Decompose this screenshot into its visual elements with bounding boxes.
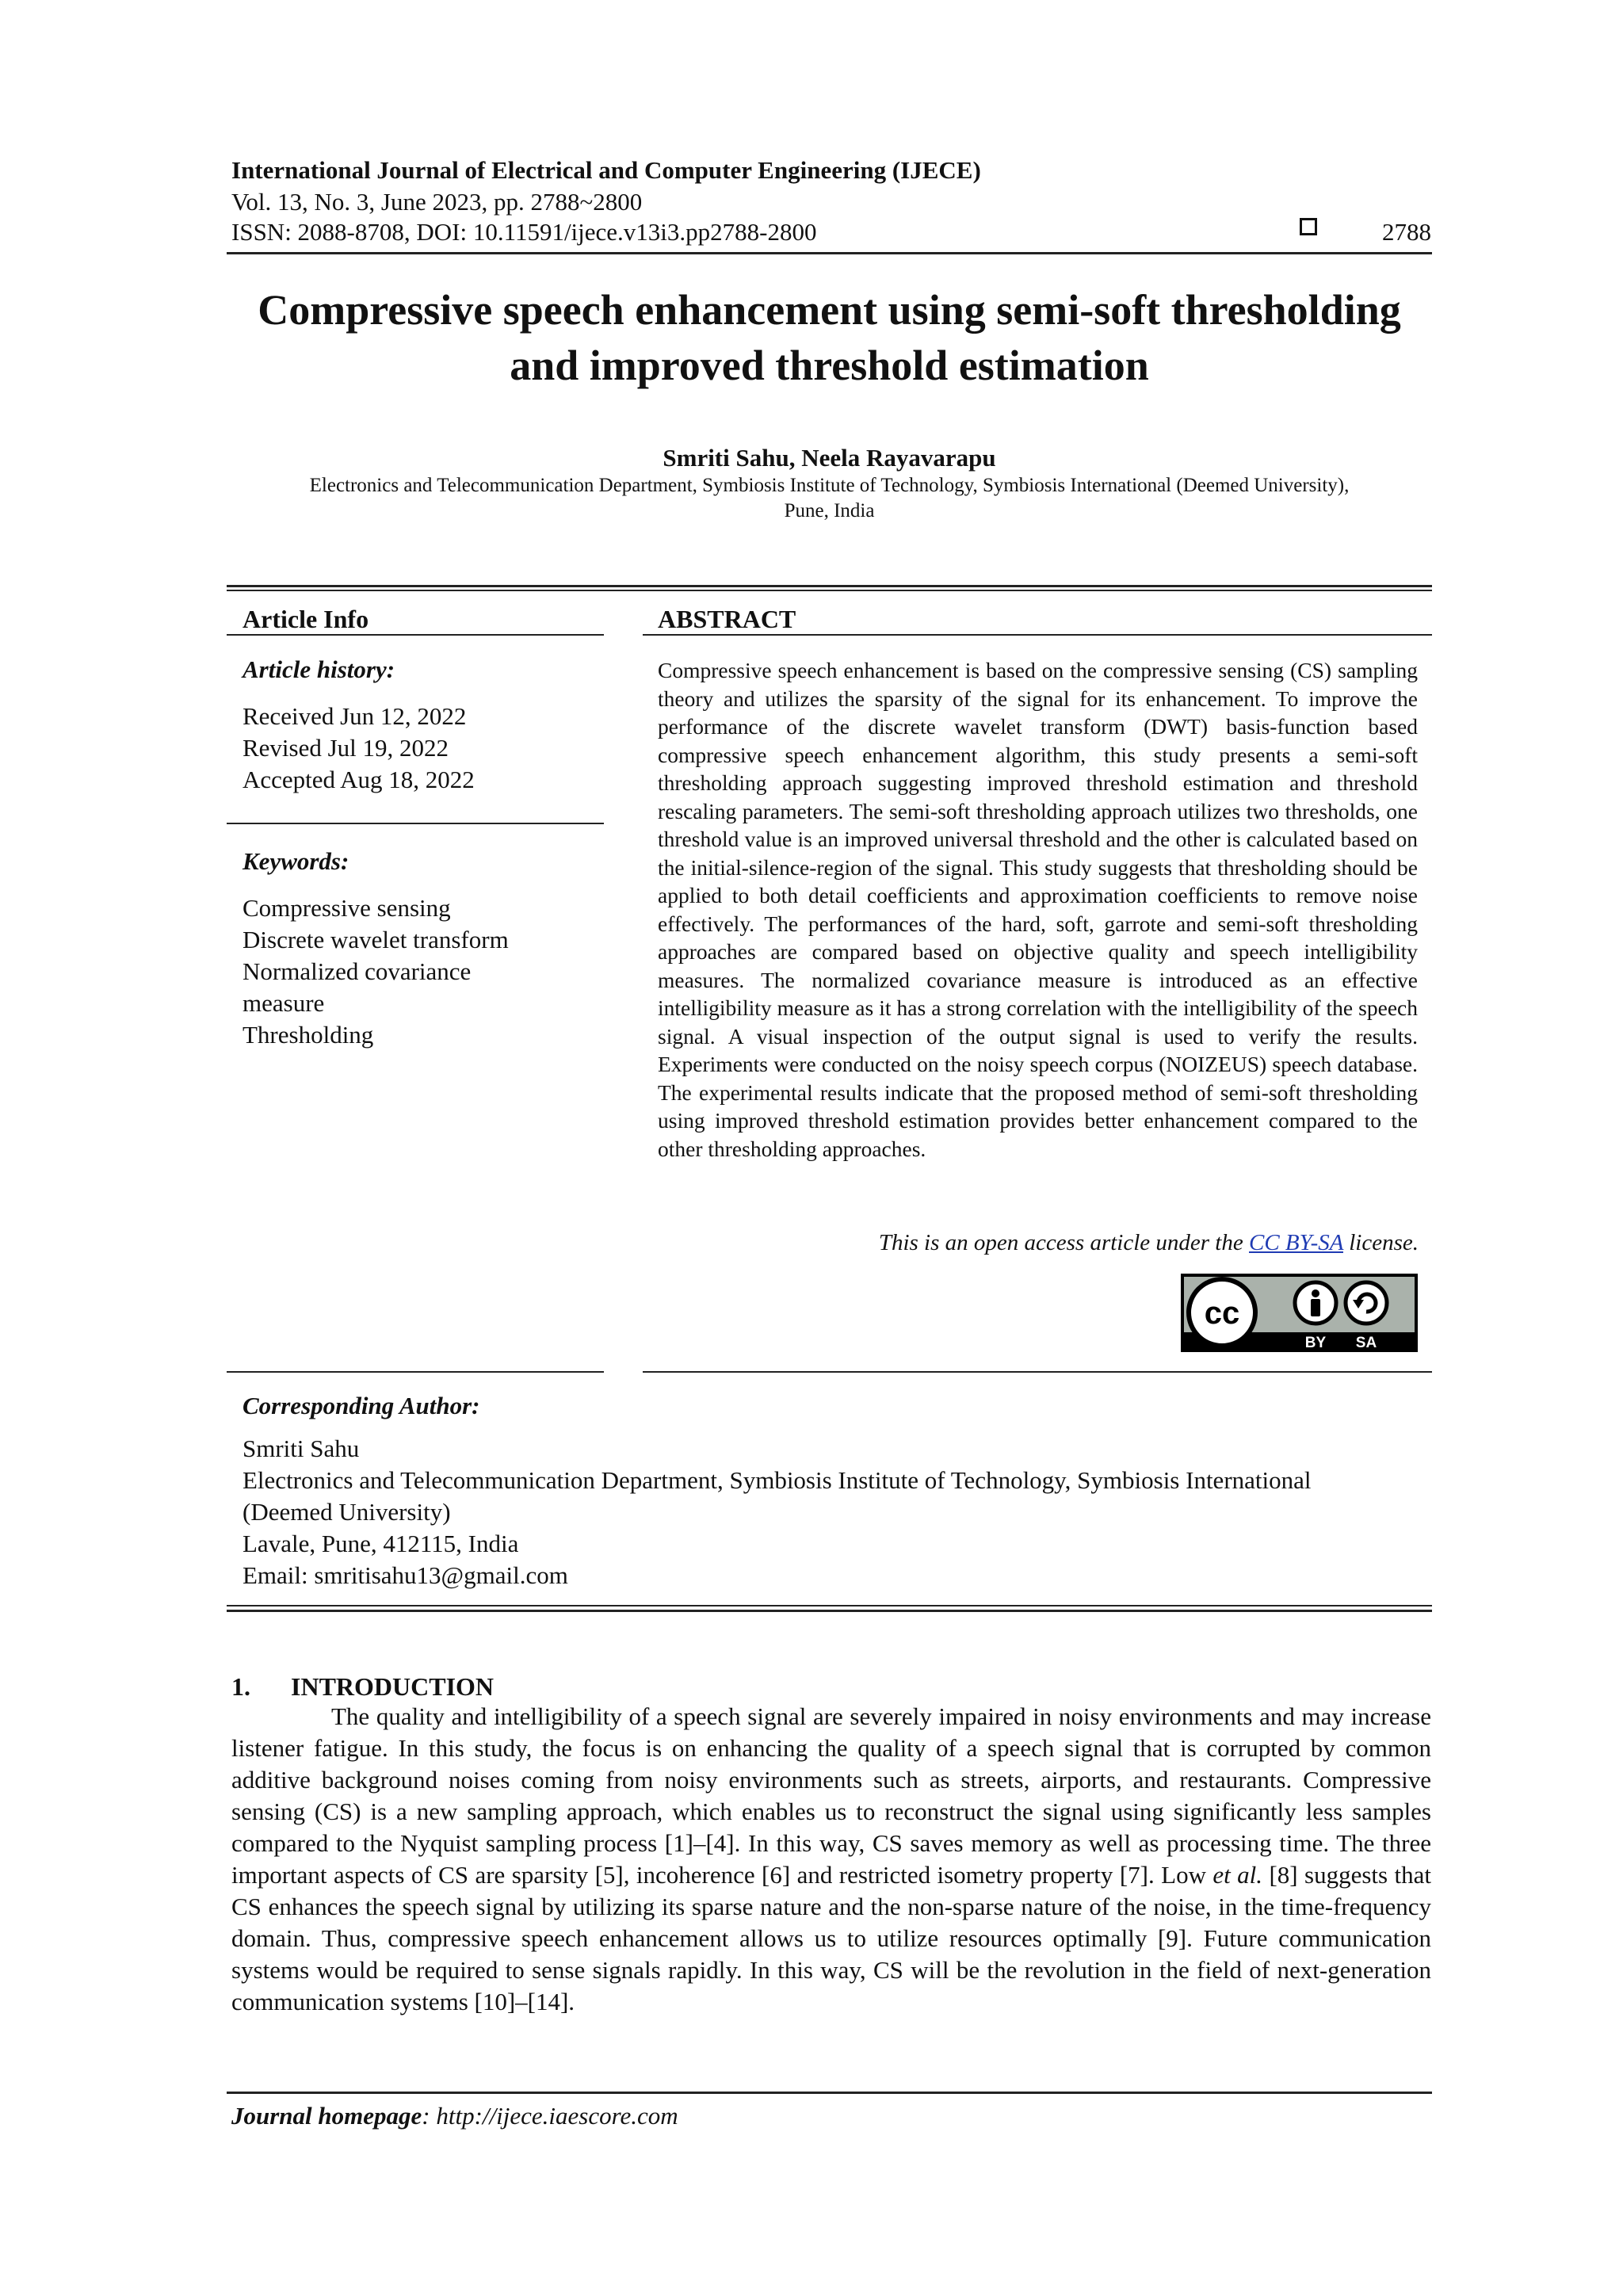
affiliation xyxy=(227,473,1432,524)
paper-title xyxy=(227,282,1432,393)
article-history-heading: Article history: xyxy=(242,655,395,683)
cc-icon: cc xyxy=(1204,1296,1240,1331)
intro-text-italic: et al. xyxy=(1212,1861,1263,1889)
keyword-item: Discrete wavelet transform xyxy=(242,926,509,953)
introduction-heading xyxy=(231,1672,494,1702)
authors: Smriti Sahu, Neela Rayavarapu xyxy=(663,444,996,472)
badge-sa-label: SA xyxy=(1355,1335,1377,1351)
author-name: Smriti Sahu xyxy=(242,1435,360,1462)
history-rule xyxy=(227,823,604,824)
journal-name: International Journal of Electrical and Computer Engineering (IJECE) xyxy=(231,156,981,184)
license-prefix: This is an open access article under the xyxy=(878,1230,1249,1255)
page-number: 2788 xyxy=(1382,218,1431,246)
introduction-paragraph xyxy=(231,1701,1431,2018)
by-person-icon xyxy=(1295,1282,1336,1324)
article-info-heading: Article Info xyxy=(242,605,369,633)
info-box-top-rule-inner xyxy=(227,590,1432,591)
keyword-item: measure xyxy=(242,989,325,1017)
abstract-rule xyxy=(643,634,1432,636)
info-bottom-rule-left xyxy=(227,1371,604,1373)
journal-issn-doi: ISSN: 2088-8708, DOI: 10.11591/ijece.v13i3.pp2788-2800 xyxy=(231,218,817,246)
homepage-label: Journal homepage xyxy=(231,2102,422,2130)
received-date: Received Jun 12, 2022 xyxy=(242,702,467,730)
corresponding-bottom-rule xyxy=(227,1605,1432,1606)
license-link[interactable]: CC BY-SA xyxy=(1249,1230,1343,1255)
author-email: Email: smritisahu13@gmail.com xyxy=(242,1561,568,1589)
accepted-date: Accepted Aug 18, 2022 xyxy=(242,766,475,793)
keyword-item: Compressive sensing xyxy=(242,894,451,922)
corresponding-author-heading: Corresponding Author: xyxy=(242,1392,480,1419)
info-bottom-rule-right xyxy=(643,1371,1432,1373)
journal-volume: Vol. 13, No. 3, June 2023, pp. 2788~2800 xyxy=(231,188,643,216)
license-suffix: license. xyxy=(1342,1230,1419,1255)
keyword-item: Thresholding xyxy=(242,1021,374,1049)
section-title: INTRODUCTION xyxy=(291,1672,495,1701)
license-statement xyxy=(879,1230,1419,1256)
title-line-1: Compressive speech enhancement using semi-soft thresholding xyxy=(258,286,1401,334)
affiliation-line-2: Pune, India xyxy=(784,500,875,521)
cc-by-sa-badge[interactable] xyxy=(1181,1274,1418,1352)
intro-text-part-1: The quality and intelligibility of a speech signal are severely impaired in noisy environments and may increase listener fatigue. In this study, the focus is on enhancing the quality of a speech signal that is corrupted by common additive background noises coming from noisy environments such as streets, airports, and restaurants. Compressive sensing (CS) is a new sampling approach, which enables us to reconstruct the signal using significantly less samples compared to the Nyquist sampling process [1]–[4]. In this way, CS saves memory as well as processing time. The three important aspects of CS are sparsity [5], incoherence [6] and restricted isometry property [7]. Low xyxy=(231,1702,1431,1889)
footer-rule xyxy=(227,2092,1432,2094)
corresponding-bottom-rule-inner xyxy=(227,1610,1432,1612)
header-rule xyxy=(227,252,1432,254)
intro-text-part-2: [8] suggests that CS enhances the speech signal by utilizing its sparse nature and the non-sparse nature of the noise, in the time-frequency domain. Thus, compressive speech enhancement allows us to utilize resources optimally [9]. Future communication systems would be required to sense signals rapidly. In this way, CS will be the revolution in the field of next-generation communication systems [10]–[14]. xyxy=(231,1861,1431,2015)
keywords-heading: Keywords: xyxy=(242,847,349,875)
author-department: Electronics and Telecommunication Department, Symbiosis Institute of Technology, Symbiosis International xyxy=(242,1466,1312,1494)
revised-date: Revised Jul 19, 2022 xyxy=(242,734,449,762)
sa-share-icon xyxy=(1346,1282,1387,1324)
journal-homepage xyxy=(231,2102,678,2130)
badge-by-label: BY xyxy=(1304,1335,1327,1351)
homepage-url[interactable]: : http://ijece.iaescore.com xyxy=(422,2102,678,2130)
corresponding-author-details xyxy=(242,1433,1431,1591)
info-box-top-rule xyxy=(227,585,1432,587)
keyword-item: Normalized covariance xyxy=(242,957,472,985)
article-info-rule xyxy=(227,634,604,636)
checkbox-square-icon xyxy=(1300,218,1317,235)
section-number: 1. xyxy=(231,1672,250,1701)
author-department-cont: (Deemed University) xyxy=(242,1498,451,1526)
affiliation-line-1: Electronics and Telecommunication Department, Symbiosis Institute of Technology, Symbiosis International (Deemed University), xyxy=(309,475,1350,496)
title-line-2: and improved threshold estimation xyxy=(510,342,1149,389)
abstract-text: Compressive speech enhancement is based on the compressive sensing (CS) sampling theory and utilizes the sparsity of the signal for its enhancement. To improve the performance of the discrete wavelet transform (DWT) basis-function based compressive speech enhancement algorithm, this study presents a semi-soft thresholding approach suggesting improved threshold estimation and threshold rescaling parameters. The semi-soft thresholding approach utilizes two thresholds, one threshold value is an improved universal threshold and the other is calculated based on the initial-silence-region of the signal. This study suggests that thresholding should be applied to both detail coefficients and approximation coefficients to remove noise effectively. The performances of the hard, soft, garrote and semi-soft thresholding approaches are compared based on objective quality and speech intelligibility measures. The normalized covariance measure is introduced as an effective intelligibility measure as it has a strong correlation with the intelligibility of the speech signal. A visual inspection of the output signal is used to verify the results. Experiments were conducted on the noisy speech corpus (NOIZEUS) speech database. The experimental results indicate that the proposed method of semi-soft thresholding using improved threshold estimation provides better enhancement compared to the other thresholding approaches. xyxy=(658,658,1418,1161)
abstract-heading: ABSTRACT xyxy=(658,605,796,633)
author-address: Lavale, Pune, 412115, India xyxy=(242,1530,519,1557)
